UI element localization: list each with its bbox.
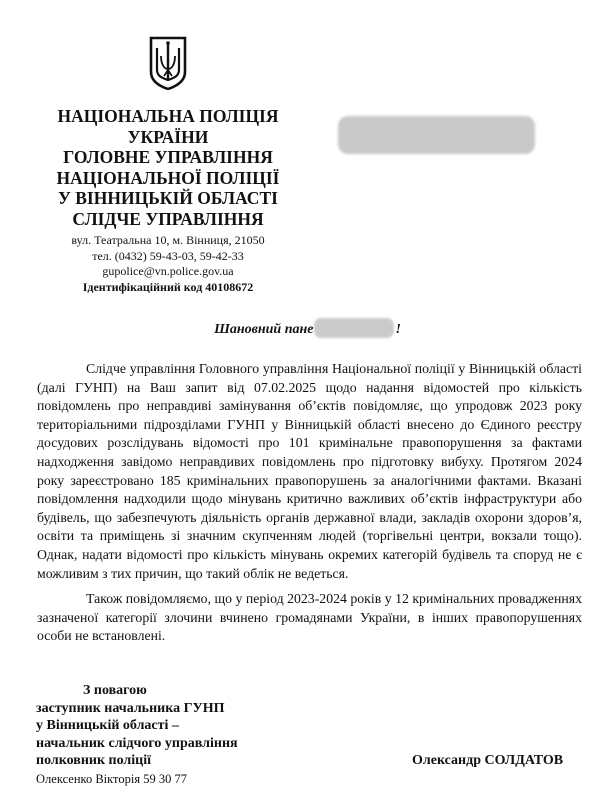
position-line: полковник поліції [36,753,152,769]
salutation-prefix: Шановний пане [214,322,314,337]
salutation-suffix: ! [395,322,401,337]
contact-details [36,233,300,295]
position-line: начальник слідчого управління [36,735,238,751]
address: вул. Театральна 10, м. Вінниця, 21050 [71,233,265,247]
organization-name [36,106,300,229]
coat-of-arms-icon [148,36,188,90]
org-line: УКРАЇНИ [127,126,209,147]
redacted-recipient [338,116,535,154]
phone: тел. (0432) 59-43-03, 59-42-33 [92,248,244,263]
email: gupolice@vn.police.gov.ua [102,264,234,278]
signer-name: Олександр СОЛДАТОВ [412,753,564,768]
org-line: НАЦІОНАЛЬНА ПОЛІЦІЯ [57,106,279,126]
letter-body [37,360,582,646]
body-paragraph: Слідче управління Головного управління Національної поліції у Вінницькій області (далі ГУНП) на Ваш запит від 07.02.2025 щодо надання відомостей про кількість повідомлень про неправдиві замінування об’єктів повідомляє, що упродовж 2023 року територіальними підрозділами ГУНП у Вінницькій області внесено до Єдиного реєстру досудових розслідувань відомості про 101 кримінальне правопорушення за фактами надходження завідомо неправдивих повідомлень про підготовку вибуху. Протягом 2024 року зареєстровано 185 кримінальних правопорушень за аналогічними фактами. Вказані повідомлення надходили щодо мінувань критично важливих об’єктів інфраструктури або будівель, що забезпечують діяльність органів державної влади, закладів охорони здоров’я, освіти та приміщень зі значним скупченням людей (торгівельні центри, вокзали тощо). Однак, надати відомості про кількість мінувань окремих категорій будівель та споруд не є можливим з тих причин, що такий облік не ведеться. [37,361,582,581]
org-line: НАЦІОНАЛЬНОЇ ПОЛІЦІЇ [56,167,280,188]
signature-block [36,682,286,770]
body-paragraph: Також повідомляємо, що у період 2023-2024 років у 12 кримінальних провадженнях зазначеної категорії злочини вчинено громадянами України, в інших правопорушеннях особи не встановлені. [37,591,582,644]
salutation [0,318,615,339]
org-line: ГОЛОВНЕ УПРАВЛІННЯ [63,147,273,167]
position-line: заступник начальника ГУНП [36,700,225,716]
identification-code: Ідентифікаційний код 40108672 [82,279,254,294]
org-line: СЛІДЧЕ УПРАВЛІННЯ [72,208,264,229]
executor-line: Олексенко Вікторія 59 30 77 [36,772,187,786]
redacted-name [314,318,394,338]
org-line: У ВІННИЦЬКІЙ ОБЛАСТІ [58,188,278,208]
regards: З повагою [83,683,147,698]
position-line: у Вінницькій області – [36,718,179,734]
